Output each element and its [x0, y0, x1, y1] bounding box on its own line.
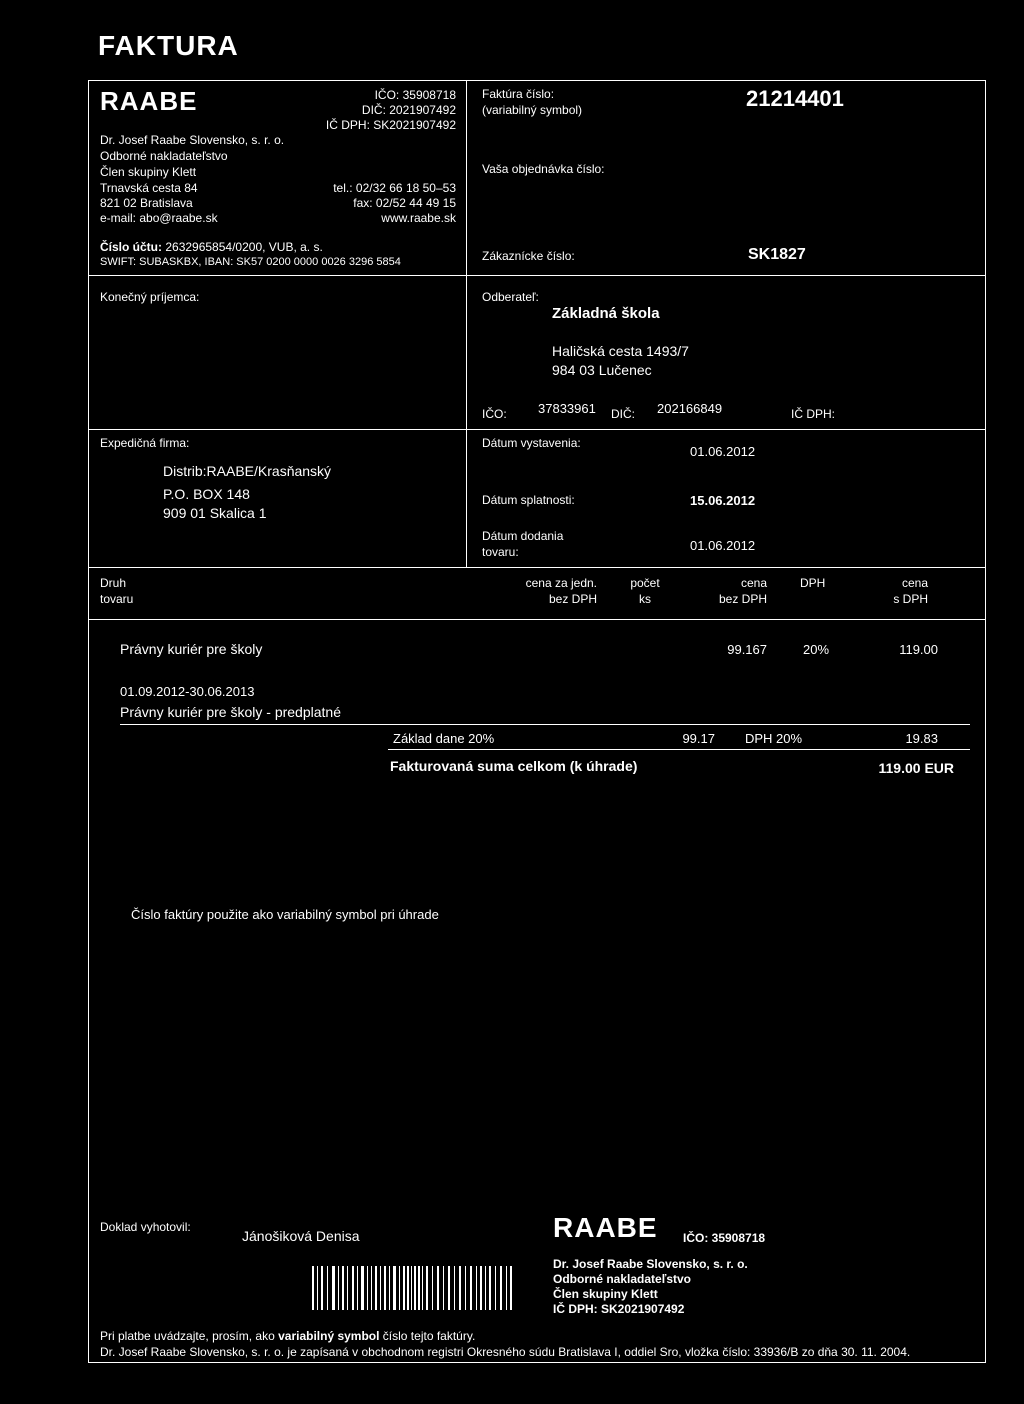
- shipping-box: P.O. BOX 148: [163, 486, 250, 502]
- raabe-logo: RAABE: [100, 86, 198, 116]
- issue-date-label: Dátum vystavenia:: [482, 436, 581, 450]
- col-unit-price-sublabel: bez DPH: [548, 592, 597, 606]
- frame-right: [985, 80, 986, 1363]
- footer-line3: Člen skupiny Klett: [553, 1287, 658, 1301]
- col-qty-label: počet: [630, 576, 660, 590]
- col-unit-price-label: cena za jedn.: [525, 576, 597, 590]
- buyer-label: Odberateľ:: [482, 290, 539, 304]
- customer-number: SK1827: [748, 246, 806, 263]
- item-price: 99.167: [727, 642, 767, 657]
- delivery-date-label: Dátum dodania: [482, 529, 564, 543]
- delivery-date: 01.06.2012: [690, 538, 756, 553]
- supplier-swift: SWIFT: SUBASKBX, IBAN: SK57 0200 0000 0026 3296 5854: [100, 256, 401, 268]
- account-value: 2632965854/0200, VUB, a. s.: [165, 240, 323, 254]
- account-label: Číslo účtu:: [100, 240, 162, 254]
- supplier-name: Dr. Josef Raabe Slovensko, s. r. o.: [100, 133, 285, 147]
- col-total-label: cena: [901, 576, 928, 590]
- divider-table-head: [88, 619, 986, 620]
- col-price-sublabel: bez DPH: [718, 592, 767, 606]
- due-date-label: Dátum splatnosti:: [482, 493, 575, 507]
- footer-line2: Odborné nakladateľstvo: [553, 1272, 691, 1286]
- supplier-dic: DIČ: 2021907492: [361, 103, 456, 117]
- footer-icdph: IČ DPH: SK2021907492: [553, 1302, 685, 1316]
- column-divider: [466, 80, 467, 568]
- buyer-ico: 37833961: [538, 401, 596, 416]
- final-recipient-label: Konečný príjemca:: [100, 290, 200, 304]
- tax-base-label: Základ dane 20%: [393, 731, 495, 746]
- supplier-icdph: IČ DPH: SK2021907492: [325, 118, 456, 132]
- total-sum-value: 119.00 EUR: [878, 760, 954, 776]
- item-period: 01.09.2012-30.06.2013: [120, 684, 255, 699]
- supplier-account: [100, 240, 323, 254]
- buyer-city: 984 03 Lučenec: [552, 362, 652, 378]
- payment-instruction-pre: Pri platbe uvádzajte, prosím, ako: [100, 1329, 279, 1343]
- buyer-icdph-label: IČ DPH:: [791, 407, 836, 421]
- total-sum-label: Fakturovaná suma celkom (k úhrade): [390, 758, 638, 774]
- prepared-by-label: Doklad vyhotovil:: [100, 1220, 191, 1234]
- invoice-number-sublabel: (variabilný symbol): [482, 103, 583, 117]
- col-vat-label: DPH: [800, 576, 826, 590]
- registry-note: Dr. Josef Raabe Slovensko, s. r. o. je zapísaná v obchodnom registri Okresného súdu Bratislava I, oddiel Sro, vložka číslo: 33936/B zo dňa 30. 11. 2004.: [100, 1345, 911, 1359]
- totals-mid-line: [388, 749, 970, 750]
- order-number-label: Vaša objednávka číslo:: [482, 162, 605, 176]
- divider-header: [88, 275, 986, 276]
- due-date: 15.06.2012: [690, 493, 756, 508]
- delivery-date-sublabel: tovaru:: [482, 545, 519, 559]
- item-total: 119.00: [899, 642, 938, 657]
- invoice-number: 21214401: [746, 86, 844, 111]
- divider-recipient: [88, 429, 986, 430]
- supplier-email: e-mail: abo@raabe.sk: [100, 211, 218, 225]
- page-title: FAKTURA: [98, 30, 239, 61]
- buyer-street: Haličská cesta 1493/7: [552, 343, 689, 359]
- footer-name: Dr. Josef Raabe Slovensko, s. r. o.: [553, 1257, 748, 1271]
- supplier-line3: Člen skupiny Klett: [100, 165, 197, 179]
- footer-ico: IČO: 35908718: [683, 1231, 766, 1245]
- buyer-dic: 202166849: [657, 401, 723, 416]
- item-description: Právny kuriér pre školy - predplatné: [120, 704, 341, 720]
- supplier-web: www.raabe.sk: [381, 211, 456, 225]
- payment-note: Číslo faktúry použite ako variabilný symbol pri úhrade: [131, 907, 439, 922]
- supplier-fax: fax: 02/52 44 49 15: [353, 196, 456, 210]
- shipping-label: Expedičná firma:: [100, 436, 190, 450]
- supplier-ico: IČO: 35908718: [374, 88, 456, 102]
- col-item-label: Druh: [100, 576, 127, 590]
- vat-value: 19.83: [905, 731, 938, 746]
- buyer-dic-label: DIČ:: [611, 407, 635, 421]
- tax-base-value: 99.17: [682, 731, 715, 746]
- col-total-sublabel: s DPH: [893, 592, 928, 606]
- buyer-ico-label: IČO:: [482, 407, 507, 421]
- col-price-label: cena: [740, 576, 767, 590]
- supplier-line2: Odborné nakladateľstvo: [100, 149, 228, 163]
- item-vat: 20%: [803, 642, 830, 657]
- shipping-name: Distrib:RAABE/Krasňanský: [163, 463, 332, 479]
- payment-instruction-bold: variabilný symbol: [278, 1329, 380, 1343]
- prepared-by-name: Jánošiková Denisa: [242, 1228, 360, 1244]
- col-qty-sublabel: ks: [639, 592, 651, 606]
- footer-raabe-logo: RAABE: [553, 1212, 658, 1243]
- supplier-street: Trnavská cesta 84: [100, 181, 198, 195]
- customer-number-label: Zákaznícke číslo:: [482, 249, 575, 263]
- divider-dates: [88, 567, 986, 568]
- shipping-city: 909 01 Skalica 1: [163, 505, 267, 521]
- buyer-name: Základná škola: [552, 305, 660, 322]
- payment-instruction: [100, 1329, 475, 1343]
- supplier-tel: tel.: 02/32 66 18 50–53: [333, 181, 456, 195]
- item-name: Právny kuriér pre školy: [120, 641, 263, 657]
- col-item-sublabel: tovaru: [100, 592, 134, 606]
- totals-top-line: [120, 724, 970, 725]
- vat-label: DPH 20%: [745, 731, 803, 746]
- barcode-icon: [312, 1266, 512, 1310]
- issue-date: 01.06.2012: [690, 444, 756, 459]
- payment-instruction-post: číslo tejto faktúry.: [379, 1329, 476, 1343]
- frame-bottom: [88, 1362, 986, 1363]
- frame-left: [88, 80, 89, 1363]
- frame-top: [88, 80, 986, 81]
- supplier-city: 821 02 Bratislava: [100, 196, 193, 210]
- invoice-number-label: Faktúra číslo:: [482, 87, 555, 101]
